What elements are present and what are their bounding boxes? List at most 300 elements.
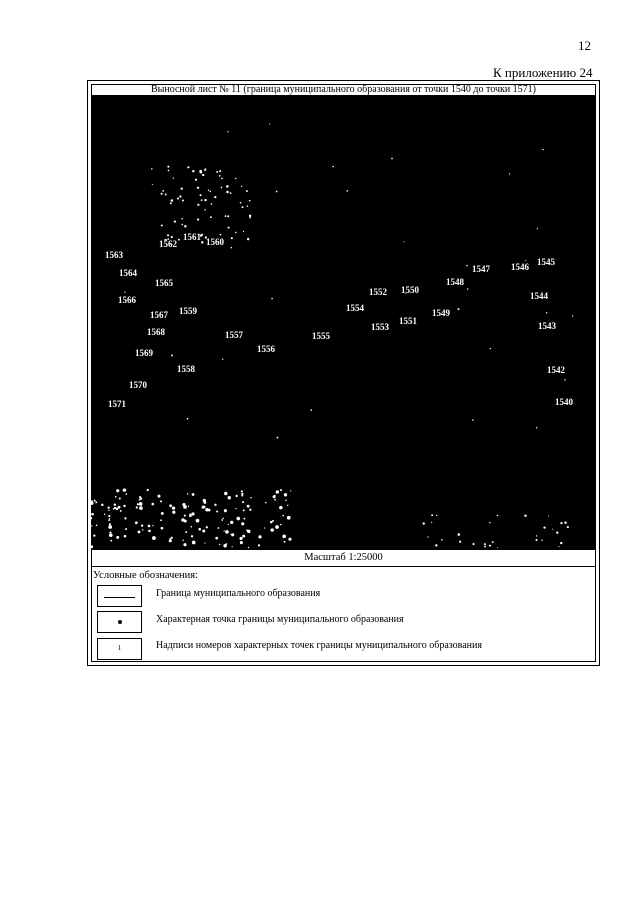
point-label-1555: 1555: [312, 331, 330, 341]
map-speck: [109, 533, 113, 537]
map-speck: [542, 149, 543, 150]
map-speck: [214, 196, 216, 198]
map-speck: [108, 525, 112, 529]
map-speck: [126, 493, 128, 495]
map-speck: [202, 174, 204, 176]
map-speck: [91, 525, 92, 526]
map-speck: [249, 200, 251, 202]
map-speck: [160, 519, 162, 521]
map-speck: [226, 543, 228, 545]
map-speck: [249, 215, 251, 217]
point-number-icon: [97, 638, 142, 660]
point-label-1552: 1552: [369, 287, 387, 297]
map-speck: [541, 540, 542, 541]
map-speck: [167, 166, 169, 168]
map-speck: [196, 519, 200, 523]
point-label-1546: 1546: [511, 262, 529, 272]
map-speck: [241, 185, 242, 186]
point-label-1543: 1543: [538, 321, 556, 331]
map-speck: [140, 497, 142, 499]
point-label-1569: 1569: [135, 348, 153, 358]
map-speck: [277, 437, 279, 439]
point-label-1566: 1566: [118, 295, 136, 305]
map-canvas: [91, 95, 596, 550]
map-speck: [161, 512, 164, 515]
map-speck: [218, 527, 220, 529]
map-speck: [543, 526, 545, 528]
map-speck: [225, 215, 227, 217]
map-speck: [202, 529, 205, 532]
map-speck: [524, 514, 526, 516]
point-label-1570: 1570: [129, 380, 147, 390]
map-speck: [269, 124, 270, 125]
map-speck: [191, 512, 194, 515]
map-speck: [230, 192, 232, 194]
map-speck: [108, 515, 110, 517]
map-speck: [198, 528, 201, 531]
map-speck: [147, 489, 149, 491]
map-speck: [95, 501, 97, 503]
map-speck: [265, 502, 267, 504]
map-speck: [205, 508, 208, 511]
map-speck: [241, 490, 243, 492]
point-label-1565: 1565: [155, 278, 173, 288]
map-speck: [208, 189, 209, 190]
map-speck: [273, 495, 276, 498]
map-speck: [185, 531, 187, 533]
map-speck: [280, 524, 282, 526]
map-speck: [280, 489, 282, 491]
map-speck: [228, 524, 229, 525]
map-speck: [489, 545, 491, 547]
map-speck: [124, 517, 126, 519]
point-label-1556: 1556: [257, 344, 275, 354]
map-speck: [183, 505, 187, 509]
map-speck: [96, 525, 98, 527]
map-speck: [189, 514, 192, 517]
map-speck: [192, 541, 196, 545]
map-speck: [91, 517, 92, 519]
map-speck: [216, 511, 218, 513]
point-label-1558: 1558: [177, 364, 195, 374]
map-speck: [458, 308, 460, 310]
map-area: [91, 95, 596, 550]
map-speck: [116, 489, 119, 492]
map-speck: [546, 312, 547, 313]
map-speck: [157, 495, 160, 498]
map-speck: [556, 532, 558, 534]
map-speck: [243, 509, 245, 511]
map-speck: [275, 525, 279, 529]
map-speck: [221, 178, 223, 180]
map-speck: [484, 545, 486, 547]
point-label-1564: 1564: [119, 268, 137, 278]
map-speck: [564, 379, 565, 380]
map-speck: [108, 519, 110, 521]
map-speck: [258, 544, 260, 546]
map-speck: [247, 530, 250, 533]
map-speck: [182, 539, 183, 540]
map-speck: [560, 522, 562, 524]
map-speck: [109, 518, 110, 519]
map-speck: [214, 504, 216, 506]
map-speck: [104, 514, 105, 515]
map-speck: [221, 519, 223, 521]
map-speck: [270, 528, 273, 531]
map-speck: [171, 236, 173, 238]
map-speck: [222, 359, 223, 360]
map-speck: [290, 490, 291, 491]
map-speck: [195, 179, 197, 181]
map-speck: [161, 193, 163, 195]
map-speck: [101, 504, 103, 506]
map-speck: [431, 522, 432, 523]
map-speck: [535, 539, 537, 541]
map-speck: [235, 178, 236, 179]
map-speck: [497, 515, 499, 517]
point-label-1560: 1560: [206, 237, 224, 247]
point-label-1562: 1562: [159, 239, 177, 249]
map-speck: [197, 204, 199, 206]
map-speck: [152, 525, 153, 526]
map-speck: [138, 530, 141, 533]
map-speck: [548, 516, 549, 517]
map-speck: [467, 288, 469, 290]
map-speck: [114, 507, 116, 509]
map-speck: [436, 515, 437, 516]
map-speck: [171, 199, 174, 202]
point-label-1553: 1553: [371, 322, 389, 332]
map-speck: [247, 505, 250, 508]
map-speck: [490, 348, 491, 349]
map-speck: [552, 529, 553, 530]
map-speck: [441, 539, 443, 541]
map-speck: [276, 490, 279, 493]
point-label-1554: 1554: [346, 303, 364, 313]
map-speck: [472, 419, 473, 420]
map-speck: [243, 231, 244, 232]
map-speck: [136, 506, 138, 508]
map-speck: [484, 543, 486, 545]
map-speck: [276, 191, 278, 193]
map-speck: [135, 521, 138, 524]
map-speck: [219, 170, 221, 172]
legend-item-boundary: Граница муниципального образования: [156, 588, 321, 599]
point-label-1567: 1567: [150, 310, 168, 320]
map-speck: [116, 536, 119, 539]
map-speck: [235, 232, 237, 234]
map-speck: [459, 541, 461, 543]
map-speck: [142, 529, 144, 531]
map-speck: [249, 509, 251, 511]
map-speck: [204, 209, 206, 211]
map-speck: [170, 202, 172, 204]
point-label-1549: 1549: [432, 308, 450, 318]
map-speck: [310, 409, 312, 411]
point-label-1545: 1545: [537, 257, 555, 267]
map-speck: [282, 535, 286, 539]
map-speck: [110, 531, 112, 533]
map-speck: [272, 520, 274, 522]
map-speck: [497, 547, 498, 548]
map-speck: [403, 241, 404, 242]
map-speck: [284, 541, 286, 543]
page-number: 12: [578, 38, 591, 53]
point-label-1561: 1561: [183, 232, 201, 242]
map-speck: [178, 239, 180, 241]
map-speck: [200, 194, 202, 196]
map-speck: [192, 170, 194, 172]
map-speck: [119, 498, 121, 500]
map-speck: [232, 546, 233, 547]
map-speck: [572, 315, 573, 316]
map-speck: [220, 234, 222, 236]
map-speck: [558, 546, 559, 547]
map-speck: [427, 536, 428, 537]
map-speck: [137, 503, 139, 505]
map-speck: [219, 175, 221, 177]
map-speck: [285, 500, 287, 502]
map-speck: [221, 187, 223, 189]
map-speck: [204, 199, 206, 201]
map-speck: [181, 218, 183, 220]
map-speck: [230, 521, 233, 524]
map-speck: [191, 535, 193, 537]
legend-divider: [91, 566, 596, 567]
map-speck: [287, 516, 291, 520]
map-speck: [209, 191, 211, 193]
map-speck: [171, 537, 173, 539]
map-speck: [270, 521, 273, 524]
map-speck: [224, 492, 227, 495]
map-speck: [162, 190, 164, 192]
map-speck: [184, 225, 186, 227]
map-speck: [564, 522, 566, 524]
map-speck: [537, 228, 538, 229]
appendix-label: К приложению 24: [493, 65, 593, 80]
point-number-sample: 1: [117, 644, 122, 652]
map-speck: [142, 525, 144, 527]
map-speck: [567, 526, 569, 528]
map-speck: [204, 542, 205, 543]
map-speck: [107, 507, 109, 509]
map-speck: [152, 536, 156, 540]
map-speck: [435, 544, 437, 546]
map-speck: [124, 535, 127, 538]
map-speck: [174, 220, 176, 222]
map-speck: [247, 238, 249, 240]
map-speck: [231, 533, 234, 536]
map-speck: [264, 527, 265, 528]
map-speck: [123, 505, 125, 507]
map-speck: [183, 543, 186, 546]
map-speck: [197, 218, 199, 220]
point-label-1544: 1544: [530, 291, 548, 301]
map-speck: [118, 506, 121, 509]
map-speck: [177, 198, 179, 200]
map-speck: [125, 528, 127, 530]
map-speck: [509, 173, 510, 174]
map-speck: [197, 187, 199, 189]
sheet-title: Выносной лист № 11 (граница муниципального образования от точки 1540 до точки 1571): [150, 84, 537, 95]
map-speck: [139, 502, 143, 506]
map-speck: [161, 527, 164, 530]
map-speck: [225, 530, 229, 534]
map-speck: [206, 526, 208, 528]
map-speck: [188, 506, 189, 507]
map-speck: [284, 493, 287, 496]
map-speck: [169, 539, 172, 542]
map-speck: [458, 533, 461, 536]
map-speck: [199, 170, 202, 173]
map-speck: [560, 542, 562, 544]
map-speck: [172, 511, 175, 514]
map-speck: [235, 508, 236, 509]
map-speck: [472, 543, 474, 545]
map-speck: [228, 496, 231, 499]
map-speck: [203, 499, 206, 502]
map-speck: [184, 520, 187, 523]
point-label-1540: 1540: [555, 397, 573, 407]
map-speck: [173, 177, 174, 178]
map-speck: [168, 170, 170, 172]
map-speck: [250, 497, 252, 499]
map-speck: [184, 514, 186, 516]
map-speck: [204, 169, 206, 171]
point-label-1563: 1563: [105, 250, 123, 260]
map-speck: [231, 247, 233, 249]
map-speck: [94, 500, 96, 502]
map-speck: [115, 496, 117, 498]
map-speck: [227, 215, 229, 217]
map-speck: [226, 185, 229, 188]
map-speck: [204, 506, 206, 508]
map-speck: [109, 523, 111, 525]
map-speck: [139, 506, 143, 510]
map-speck: [187, 418, 189, 420]
map-speck: [346, 190, 348, 192]
map-speck: [240, 541, 243, 544]
map-speck: [167, 234, 169, 236]
boundary-point-icon: [97, 611, 142, 633]
map-speck: [227, 131, 228, 132]
map-speck: [279, 506, 282, 509]
map-speck: [114, 503, 116, 505]
map-speck: [226, 191, 229, 194]
map-speck: [224, 509, 227, 512]
map-speck: [123, 488, 126, 491]
map-speck: [190, 526, 192, 528]
legend-item-label: Надписи номеров характерных точек границы муниципального образования: [156, 640, 482, 651]
point-label-1542: 1542: [547, 365, 565, 375]
map-speck: [152, 184, 153, 185]
map-speck: [282, 515, 284, 517]
map-speck: [91, 545, 93, 548]
map-speck: [179, 195, 181, 197]
legend-item-point: Характерная точка границы муниципального образования: [156, 614, 404, 625]
map-speck: [91, 501, 94, 505]
map-speck: [423, 522, 425, 524]
map-speck: [148, 530, 151, 533]
map-speck: [192, 493, 195, 496]
map-bottom-border: [91, 549, 596, 550]
map-speck: [110, 540, 112, 542]
map-speck: [201, 241, 203, 243]
map-speck: [211, 203, 213, 205]
map-speck: [222, 518, 223, 519]
map-speck: [239, 537, 242, 540]
map-speck: [148, 525, 151, 528]
map-speck: [215, 537, 218, 540]
map-speck: [187, 166, 189, 168]
map-speck: [152, 503, 155, 506]
point-label-1559: 1559: [179, 306, 197, 316]
point-label-1547: 1547: [472, 264, 490, 274]
map-speck: [171, 354, 173, 356]
map-speck: [332, 166, 333, 167]
map-speck: [172, 506, 175, 509]
map-speck: [182, 224, 184, 226]
map-speck: [431, 514, 433, 516]
map-speck: [224, 530, 225, 531]
map-speck: [201, 199, 203, 201]
map-speck: [216, 171, 218, 173]
map-speck: [91, 513, 94, 516]
map-speck: [249, 217, 251, 219]
boundary-line-icon: [97, 585, 142, 607]
map-speck: [242, 535, 245, 538]
map-speck: [274, 499, 276, 501]
map-speck: [242, 501, 244, 503]
map-speck: [242, 206, 244, 208]
point-label-1548: 1548: [446, 277, 464, 287]
map-speck: [231, 237, 233, 239]
map-speck: [181, 188, 183, 190]
map-speck: [536, 535, 537, 536]
map-speck: [240, 202, 242, 204]
map-speck: [288, 538, 291, 541]
map-speck: [536, 427, 537, 428]
map-speck: [235, 495, 237, 497]
map-speck: [165, 194, 167, 196]
map-speck: [247, 205, 248, 206]
map-speck: [151, 168, 152, 169]
map-speck: [160, 500, 162, 502]
map-speck: [169, 504, 172, 507]
map-speck: [236, 517, 240, 521]
point-label-1568: 1568: [147, 327, 165, 337]
map-speck: [124, 292, 125, 293]
map-speck: [525, 260, 526, 261]
map-speck: [246, 190, 248, 192]
map-speck: [187, 493, 189, 495]
map-speck: [271, 298, 273, 300]
map-speck: [182, 199, 184, 201]
map-speck: [219, 544, 220, 545]
map-speck: [93, 535, 94, 536]
map-speck: [258, 535, 261, 538]
map-speck: [287, 505, 288, 506]
map-speck: [391, 158, 393, 160]
map-speck: [241, 495, 243, 497]
map-speck: [210, 216, 212, 218]
map-scale: Масштаб 1:25000: [304, 552, 383, 563]
map-speck: [161, 225, 163, 227]
point-label-1557: 1557: [225, 330, 243, 340]
map-speck: [489, 522, 490, 523]
map-speck: [466, 265, 468, 267]
map-speck: [243, 518, 245, 520]
